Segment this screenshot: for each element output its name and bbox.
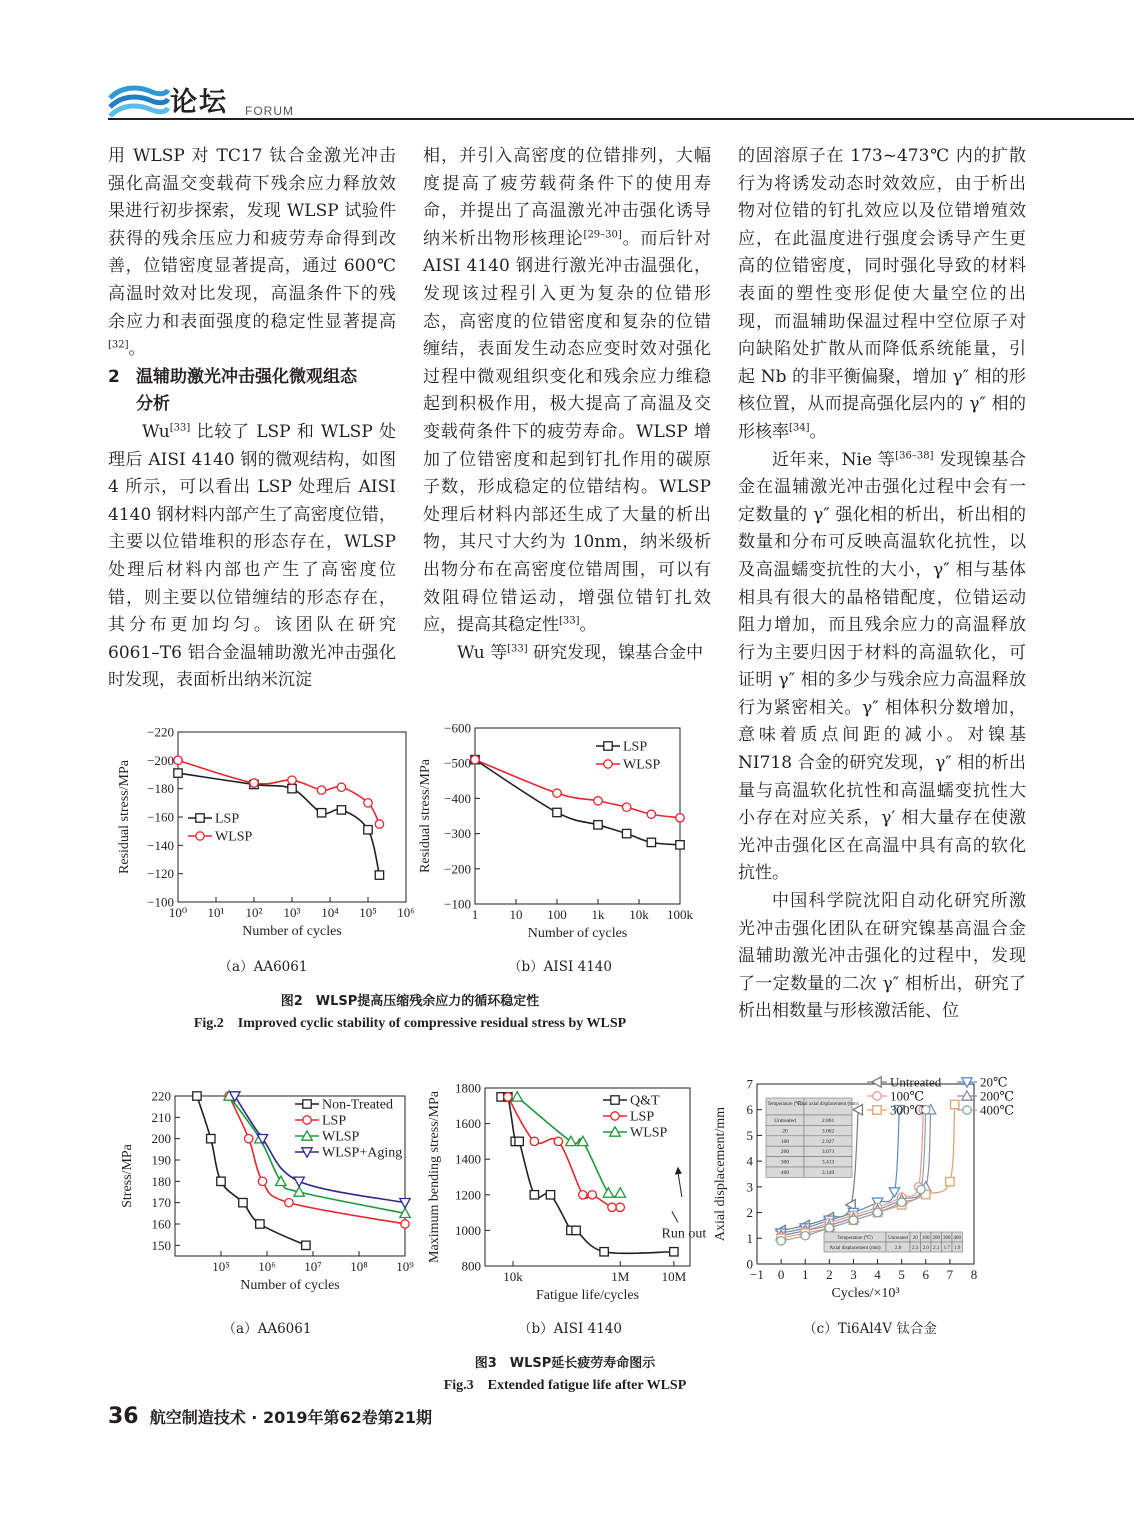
section-heading: 2 温辅助激光冲击强化微观组态 分析 <box>108 366 357 415</box>
data-point <box>554 1137 562 1145</box>
y-tick-label: −200 <box>147 752 174 768</box>
section-title-cn: 论坛 <box>170 87 228 118</box>
y-tick-label: −300 <box>444 826 471 842</box>
waves-logo-icon <box>108 82 170 118</box>
data-point <box>364 799 372 807</box>
series-line-lsp <box>178 773 379 875</box>
y-tick-label: 5 <box>746 1127 753 1143</box>
section-title-en: FORUM <box>245 104 294 118</box>
data-point <box>676 814 684 822</box>
table-value: 2.8 <box>894 1246 902 1251</box>
table-value: 2.0 <box>922 1246 929 1251</box>
text-column-2 <box>423 143 711 667</box>
data-point <box>258 1177 266 1185</box>
x-tick-label: 1k <box>591 907 605 922</box>
table-value: 2.861 <box>821 1118 835 1124</box>
data-point <box>897 1198 905 1206</box>
legend-marker <box>872 1077 881 1087</box>
x-tick-label: 1M <box>611 1269 630 1284</box>
header-rule <box>108 118 1134 120</box>
table-header: 20 <box>912 1236 918 1241</box>
legend-marker <box>873 1092 881 1100</box>
data-point <box>777 1237 785 1245</box>
run-out-annotation: Run out <box>661 1226 707 1242</box>
figure-caption-cn: 图3 WLSP延长疲劳寿命图示 <box>474 1356 656 1371</box>
y-tick-label: 190 <box>151 1152 171 1168</box>
annotation-arrow <box>672 1211 678 1222</box>
table-value: 1.7 <box>943 1246 950 1251</box>
data-point <box>530 1137 538 1145</box>
data-point <box>608 1203 616 1211</box>
data-point <box>603 1188 613 1197</box>
legend-marker <box>963 1106 971 1114</box>
table-value: 1.9 <box>954 1246 961 1251</box>
y-axis-label: Residual stress/MPa <box>117 760 132 874</box>
y-axis-label: Residual stress/MPa <box>418 759 433 873</box>
paragraph: 中国科学院沈阳自动化研究所激光冲击强化团队在研究镍基高温合金温辅助激光冲击强化的过程中，发现了一定数量的二次 γ″ 相析出，研究了析出相数量与形核激活能、位 <box>738 891 1026 1022</box>
data-point <box>615 1188 625 1197</box>
x-tick-label: 0 <box>777 1267 785 1282</box>
y-tick-label: −500 <box>444 755 471 771</box>
subcaption: （a）AA6061 <box>222 1321 312 1337</box>
x-axis-label: Fatigue life/cycles <box>535 1288 640 1303</box>
legend-marker <box>611 1112 619 1120</box>
legend-marker <box>604 742 612 750</box>
y-tick-label: 800 <box>461 1258 481 1274</box>
table-header: Untreated <box>888 1236 908 1241</box>
y-tick-label: 3 <box>746 1179 753 1195</box>
data-point <box>288 784 296 792</box>
y-tick-label: 170 <box>151 1195 171 1211</box>
x-tick-label: 10⁵ <box>359 905 377 920</box>
figure-caption-cn: 图2 WLSP提高压缩残余应力的循环稳定性 <box>280 994 540 1009</box>
annotation-arrow <box>678 1172 682 1197</box>
y-tick-label: −400 <box>444 790 471 806</box>
x-tick-label: 100k <box>667 907 693 922</box>
series-line-non-treated <box>197 1096 306 1245</box>
table-value: 3.413 <box>821 1159 835 1166</box>
data-point <box>250 779 258 787</box>
table-header: 200 <box>932 1236 940 1241</box>
x-tick-label: 10⁰ <box>168 905 188 920</box>
data-point <box>801 1232 809 1240</box>
x-tick-label: −1 <box>750 1267 764 1282</box>
y-tick-label: −160 <box>147 809 174 825</box>
x-tick-label: 10⁴ <box>321 905 339 920</box>
subcaption: （c）Ti6Al4V 钛合金 <box>803 1321 937 1337</box>
data-point <box>873 1208 881 1216</box>
legend-label: WLSP <box>322 1129 360 1145</box>
data-point <box>579 1191 587 1199</box>
data-point <box>512 1092 522 1101</box>
data-point <box>515 1137 523 1145</box>
y-tick-label: −200 <box>444 861 471 877</box>
data-point <box>917 1185 925 1193</box>
y-tick-label: 1 <box>746 1230 753 1246</box>
x-tick-label: 10⁵ <box>212 1259 230 1274</box>
legend-label: 200℃ <box>980 1088 1015 1104</box>
table-value: 20 <box>782 1128 788 1135</box>
data-point <box>553 808 561 816</box>
data-point <box>337 783 345 791</box>
x-tick-label: 4 <box>874 1267 881 1282</box>
data-point <box>849 1216 857 1224</box>
data-point <box>594 797 602 805</box>
data-point <box>546 1191 554 1199</box>
paragraph: 近年来，Nie 等[36–38] 发现镍基合金在温辅激光冲击强化过程中会有一定数量的 γ″ 强化相的析出，析出相的数量和分布可反映高温软化抗性，以及高温蠕变抗性的大小，γ″ 相与基体相具有很大的晶格错配度，位错运动阻力增加，而且残余应力的高温释放行为主要归因于材料的高温软化，可证明 γ″ 相的多少与残余应力高温释放行为紧密相关。γ″ 相体积分数增加，意味着质点间距的减小。对镍基 NI718 合金的研究发现，γ″ 相的析出量与高温软化抗性和高温蠕变抗性大小存在对应关系，γ′ 相大量存在使激光冲击强化区在高温中具有高的软化抗性。 <box>738 449 1027 884</box>
y-tick-label: 1800 <box>455 1080 481 1096</box>
paragraph: Wu[33] 比较了 LSP 和 WLSP 处理后 AISI 4140 钢的微观结构，如图 4 所示，可以看出 LSP 处理后 AISI 4140 钢材料内部产生了高密度位错，主要以位错堆积的形态存在，WLSP 处理后材料内部也产生了高密度位错，则主要以位错缠结的形态存在，其分布更加均匀。该团队在研究 6061–T6 铝合金温辅助激光冲击强化时发现，表面析出纳米沉淀 <box>108 421 396 691</box>
y-tick-label: 1600 <box>455 1116 481 1132</box>
table-value: 2.1 <box>933 1246 940 1251</box>
legend-marker <box>196 814 204 822</box>
table-value: 300 <box>780 1159 790 1166</box>
legend-marker <box>873 1106 881 1114</box>
paragraph: 相，并引入高密度的位错排列，大幅度提高了疲劳载荷条件下的使用寿命，并提出了高温激光冲击强化诱导纳米析出物形核理论[29–30]。而后针对 AISI 4140 钢进行激光冲击温强化，发现该过程引入更为复杂的位错形态，高密度的位错密度和复杂的位错缠结，表面发生动态应变时效对强化过程中微观组织变化和残余应力维稳起到积极作用，极大提高了高温及交变载荷条件下的疲劳寿命。WLSP 增加了位错密度和起到钉扎作用的碳原子数，形成稳定的位错结构。WLSP 处理后材料内部还生成了大量的析出物，其尺寸大约为 10nm，纳米级析出物分布在高密度位错周围，可以有效阻碍位错运动，增强位错钉扎效应，提高其稳定性[33]。 <box>423 146 712 636</box>
table-header: 400 <box>953 1236 961 1241</box>
series-line-lsp <box>508 1097 620 1208</box>
y-tick-label: 4 <box>746 1153 753 1169</box>
data-point <box>588 1191 596 1199</box>
table-header: Temperature (℃) <box>837 1236 873 1241</box>
y-tick-label: −100 <box>444 896 471 912</box>
chart-fig3a <box>105 1082 425 1312</box>
data-point <box>553 789 561 797</box>
legend-marker <box>303 1100 311 1108</box>
table-value: Axial displacement (mm) <box>829 1246 881 1251</box>
x-tick-label: 10² <box>245 905 263 920</box>
x-tick-label: 5 <box>898 1267 905 1282</box>
y-tick-label: −120 <box>147 866 174 882</box>
y-tick-label: 1400 <box>455 1151 481 1167</box>
x-axis-label: Number of cycles <box>240 1278 340 1293</box>
table-value: 3.073 <box>821 1149 835 1156</box>
legend-label: LSP <box>215 811 240 827</box>
data-point <box>600 1248 608 1256</box>
data-point <box>825 1224 833 1232</box>
data-point <box>256 1220 264 1228</box>
table-header: Final axial displacement (mm) <box>797 1102 859 1107</box>
y-tick-label: 150 <box>151 1237 171 1253</box>
data-point <box>217 1177 225 1185</box>
page-number: 36 <box>108 1404 139 1429</box>
x-tick-label: 6 <box>922 1267 930 1282</box>
table-value: 2.927 <box>821 1138 835 1145</box>
x-axis-label: Number of cycles <box>242 924 342 939</box>
table-header: 100 <box>922 1236 930 1241</box>
data-point <box>364 826 372 834</box>
chart-fig2b <box>415 722 715 947</box>
data-point <box>622 803 630 811</box>
x-tick-label: 7 <box>946 1267 954 1282</box>
data-point <box>401 1220 409 1228</box>
y-tick-label: 160 <box>151 1216 171 1232</box>
x-tick-label: 1 <box>801 1267 809 1282</box>
y-axis-label: Axial displacement/mm <box>713 1106 728 1242</box>
legend-label: WLSP+Aging <box>322 1145 403 1161</box>
legend-label: WLSP <box>215 829 253 845</box>
legend-label: 20℃ <box>980 1074 1008 1090</box>
y-tick-label: 1000 <box>455 1222 481 1238</box>
x-tick-label: 1 <box>471 907 479 922</box>
data-point <box>337 806 345 814</box>
x-tick-label: 3 <box>850 1267 857 1282</box>
legend-label: Q&T <box>630 1093 660 1109</box>
x-tick-label: 10M <box>661 1269 687 1284</box>
data-point <box>375 820 383 828</box>
annotation-arrowhead <box>675 1167 682 1175</box>
y-tick-label: 210 <box>151 1109 171 1125</box>
paragraph: 用 WLSP 对 TC17 钛合金激光冲击强化高温交变载荷下残余应力释放效果进行初步探索，发现 WLSP 试验件获得的残余压应力和疲劳寿命得到改善，位错密度显著提高，通过 600℃ 高温时效对比发现，高温条件下的残余应力和表面强度的稳定性显著提高[32]。 <box>108 146 396 360</box>
data-point <box>193 1092 201 1100</box>
x-tick-label: 10¹ <box>207 905 225 920</box>
data-point <box>622 829 630 837</box>
plot-frame <box>178 732 406 902</box>
data-point <box>616 1203 624 1211</box>
y-tick-label: −140 <box>147 837 174 853</box>
legend-marker <box>611 1096 619 1104</box>
legend-label: 400℃ <box>980 1102 1015 1118</box>
legend-marker <box>196 832 204 840</box>
x-axis-label: Cycles/×10³ <box>831 1286 900 1301</box>
x-tick-label: 10⁹ <box>396 1259 414 1274</box>
y-axis-label: Maximum bending stress/MPa <box>427 1091 442 1263</box>
x-tick-label: 2 <box>826 1267 833 1282</box>
data-point <box>566 1136 576 1145</box>
data-point <box>572 1226 580 1234</box>
subcaption: （b）AISI 4140 <box>508 959 612 975</box>
legend-label: WLSP <box>630 1125 668 1141</box>
data-point <box>647 810 655 818</box>
y-tick-label: 1200 <box>455 1187 481 1203</box>
footer <box>108 1404 432 1429</box>
x-tick-label: 10k <box>629 907 649 922</box>
data-point <box>285 1198 293 1206</box>
data-point <box>302 1241 310 1249</box>
y-tick-label: 0 <box>746 1256 753 1272</box>
table-value: 400 <box>780 1170 790 1176</box>
legend-label: LSP <box>623 739 648 755</box>
data-point <box>174 769 182 777</box>
legend-marker <box>303 1116 311 1124</box>
x-tick-label: 10⁶ <box>397 905 415 920</box>
table-value: 3.002 <box>821 1128 835 1135</box>
data-point <box>647 838 655 846</box>
data-point <box>174 756 182 764</box>
x-tick-label: 10⁸ <box>350 1259 368 1274</box>
y-tick-label: −600 <box>444 720 471 736</box>
x-tick-label: 10⁷ <box>304 1259 322 1274</box>
legend-marker <box>604 760 612 768</box>
figure-caption-en: Fig.3 Extended fatigue life after WLSP <box>443 1378 687 1393</box>
legend-label: 100℃ <box>890 1088 925 1104</box>
y-tick-label: 200 <box>151 1131 171 1147</box>
table-value: 100 <box>780 1138 790 1145</box>
table-header: Temperature (℃) <box>767 1102 803 1107</box>
figure-caption-en: Fig.2 Improved cyclic stability of compressive residual stress by WLSP <box>193 1016 627 1031</box>
table-value: Untreated <box>774 1118 796 1124</box>
chart-fig3c <box>712 1072 1042 1312</box>
data-point <box>375 871 383 879</box>
data-point <box>946 1178 954 1186</box>
data-point <box>676 841 684 849</box>
table-value: 2.3 <box>912 1246 919 1251</box>
table-header: 300 <box>943 1236 951 1241</box>
text-column-3 <box>738 143 1026 1026</box>
subcaption: （a）AA6061 <box>218 959 308 975</box>
legend-label: LSP <box>322 1113 347 1129</box>
data-point <box>294 1177 304 1186</box>
data-point <box>276 1176 286 1185</box>
chart-fig3b <box>420 1078 720 1312</box>
data-point <box>530 1191 538 1199</box>
table-value: 200 <box>780 1149 790 1156</box>
x-tick-label: 10⁶ <box>258 1259 276 1274</box>
data-point <box>317 809 325 817</box>
y-tick-label: 2 <box>746 1205 753 1221</box>
x-tick-label: 10k <box>503 1269 523 1284</box>
series-line-wlsp <box>517 1097 620 1197</box>
y-tick-label: 7 <box>746 1076 753 1092</box>
y-tick-label: 180 <box>151 1173 171 1189</box>
data-point <box>288 776 296 784</box>
series-line-wlsp <box>178 760 379 824</box>
x-tick-label: 10³ <box>283 905 301 920</box>
y-axis-label: Stress/MPa <box>120 1144 135 1208</box>
data-point <box>670 1248 678 1256</box>
subcaption: （b）AISI 4140 <box>518 1321 622 1337</box>
y-tick-label: 6 <box>746 1102 753 1118</box>
legend-label: Non-Treated <box>322 1097 394 1113</box>
data-point <box>594 821 602 829</box>
legend-label: Untreated <box>890 1074 942 1090</box>
header <box>0 78 1134 128</box>
data-point <box>239 1198 247 1206</box>
text-column-1 <box>108 143 396 695</box>
x-tick-label: 100 <box>547 907 567 922</box>
paragraph: Wu 等[33] 研究发现，镍基合金中 <box>457 642 704 663</box>
x-axis-label: Number of cycles <box>527 926 628 941</box>
data-point <box>504 1093 512 1101</box>
chart-fig2a <box>100 722 420 947</box>
data-point <box>951 1100 959 1108</box>
legend-label: LSP <box>630 1109 655 1125</box>
legend-label: WLSP <box>623 757 661 773</box>
data-point <box>244 1134 252 1142</box>
x-tick-label: 10 <box>509 907 523 922</box>
data-point <box>471 755 479 763</box>
data-point <box>317 786 325 794</box>
x-tick-label: 8 <box>970 1267 978 1282</box>
table-value: 3.149 <box>821 1170 835 1176</box>
journal-info: 航空制造技术 · 2019年第62卷第21期 <box>149 1408 433 1427</box>
plot-frame <box>485 1088 690 1266</box>
y-tick-label: −100 <box>147 894 174 910</box>
legend-label: 300℃ <box>890 1102 925 1118</box>
y-tick-label: 220 <box>151 1088 171 1104</box>
data-point <box>400 1198 410 1207</box>
y-tick-label: −180 <box>147 781 174 797</box>
paragraph: 的固溶原子在 173~473℃ 内的扩散行为将诱发动态时效效应，由于析出物对位错的钉扎效应以及位错增殖效应，在此温度进行强度会诱导产生更高的位错密度，同时强化导致的材料表面的塑性变形促使大量空位的出现，而温辅助保温过程中空位原子对向缺陷处扩散从而降低系统能量，引起 Nb 的非平衡偏聚，增加 γ″ 相的形核位置，从而提高强化层内的 γ″ 相的形核率[34]。 <box>738 146 1026 442</box>
data-point <box>207 1134 215 1142</box>
y-tick-label: −220 <box>147 724 174 740</box>
